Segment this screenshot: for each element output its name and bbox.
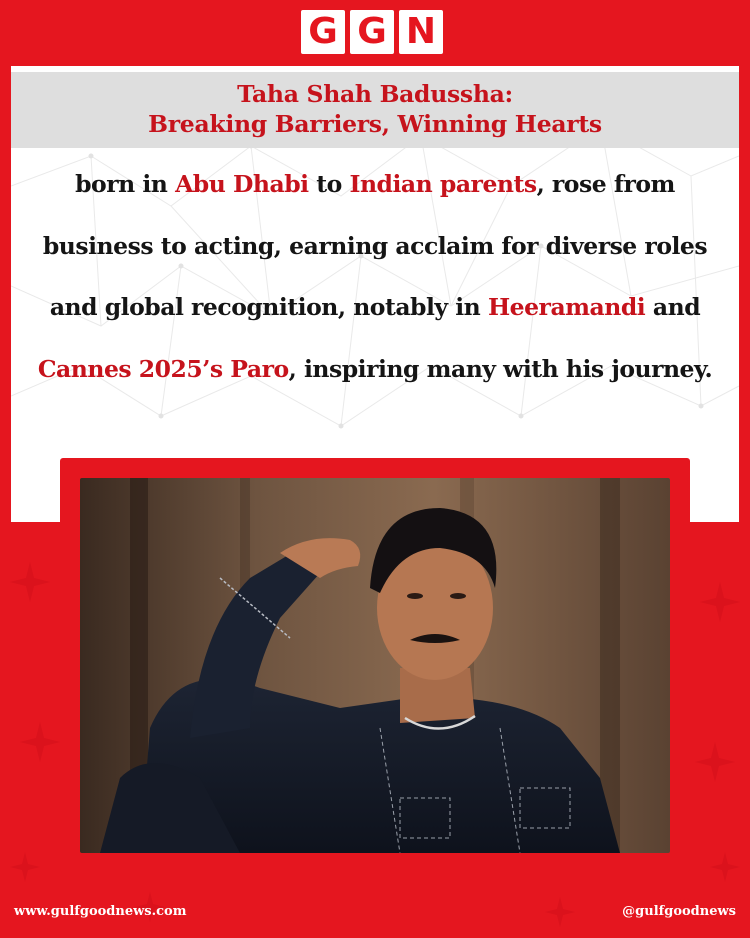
logo-letter-n: N [399, 10, 443, 54]
headline-line-1: Taha Shah Badussha: [237, 80, 513, 108]
highlight-heeramandi: Heeramandi [487, 293, 646, 321]
social-handle[interactable]: @gulfgoodnews [622, 904, 736, 919]
highlight-abu-dhabi: Abu Dhabi [175, 170, 309, 198]
logo-letter-g2: G [350, 10, 394, 54]
body-paragraph [20, 154, 730, 400]
highlight-cannes-paro: Cannes 2025’s Paro [37, 354, 289, 383]
headline-line-2: Breaking Barriers, Winning Hearts [148, 110, 602, 138]
portrait-illustration [80, 478, 670, 853]
body-text-3: , rose from business to acting, earning acclaim for diverse roles and global recognition, notably in [42, 170, 708, 321]
left-border [0, 66, 11, 526]
right-border [739, 66, 750, 526]
photo-frame [60, 458, 690, 872]
logo-letter-g1: G [301, 10, 345, 54]
ggn-logo [301, 10, 443, 54]
body-text-2: to [308, 170, 350, 198]
headline-box [11, 72, 739, 148]
body-text-5: , inspiring many with his journey. [288, 354, 713, 383]
body-text-4: and [645, 293, 701, 321]
portrait-photo [80, 478, 670, 853]
highlight-indian-parents: Indian parents [349, 170, 537, 198]
body-text-1: born in [75, 170, 176, 198]
website-url[interactable]: www.gulfgoodnews.com [14, 904, 187, 919]
